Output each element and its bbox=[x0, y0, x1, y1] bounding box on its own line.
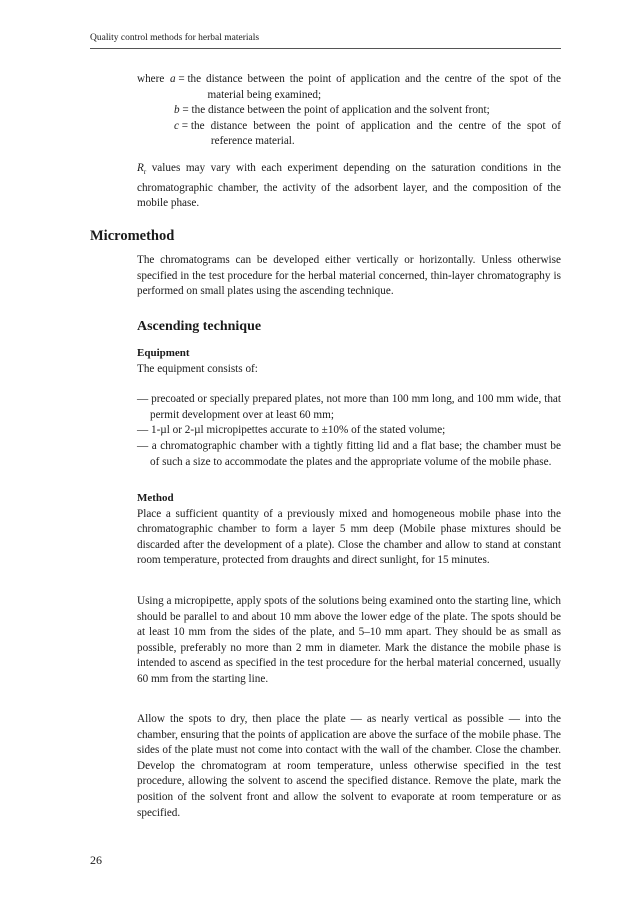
running-title: Quality control methods for herbal materials bbox=[90, 33, 260, 43]
micromethod-heading: Micromethod bbox=[90, 228, 175, 244]
method-paragraph: Allow the spots to dry, then place the plate — as nearly vertical as possible — into the chamber, ensuring that the points of application are above the surface of the mobile phase. The sides of the plate must not come into contact with the wall of the chamber. Close the chamber. Develop the chromatogram at room temperature, unless otherwise specified in the test procedure, allowing the solvent to ascend the specified distance. Remove the plate, mark the position of the solvent front and allow the solvent to evaporate at room temperature or as specified. bbox=[137, 713, 562, 819]
method-paragraph: Place a sufficient quantity of a previously mixed and homogeneous mobile phase into the chromatographic chamber to form a layer 5 mm deep (Mobile phase mixtures should be discarded after the development of a plate). Close the chamber and allow to stand at constant room temperature, protected from draughts and direct sunlight, for 15 minutes. bbox=[137, 507, 561, 567]
variable-c: c bbox=[174, 119, 179, 132]
page-number: 26 bbox=[90, 853, 102, 867]
micromethod-paragraph: The chromatograms can be developed either vertically or horizontally. Unless otherwise specified in the test procedure for the herbal material concerned, thin-layer chromatography is performed on small plates using the ascending technique. bbox=[137, 254, 561, 298]
definition-a-text: the distance between the point of application and the centre of the spot of the material being examined; bbox=[187, 73, 561, 101]
definition-c: c = the distance between the point of application and the centre of the spot of reference material. bbox=[137, 119, 561, 150]
definition-b: b = the distance between the point of application and the solvent front; bbox=[137, 103, 561, 119]
rf-text: values may vary with each experiment depending on the saturation conditions in the chromatographic chamber, the activity of the adsorbent layer, and the composition of the mobile phase. bbox=[137, 162, 561, 210]
where-label: where bbox=[137, 73, 165, 85]
equipment-intro: The equipment consists of: bbox=[137, 362, 258, 375]
definitions-block bbox=[137, 72, 561, 150]
definition-c-text: the distance between the point of application and the centre of the spot of reference material. bbox=[190, 119, 561, 148]
definition-a: where a = the distance between the point of application and the centre of the spot of the material being examined; bbox=[137, 72, 561, 103]
ascending-technique-heading: Ascending technique bbox=[137, 319, 262, 334]
equipment-heading: Equipment bbox=[137, 347, 190, 359]
rf-paragraph bbox=[137, 161, 561, 212]
variable-a: a bbox=[169, 73, 176, 85]
method-heading: Method bbox=[137, 492, 174, 504]
definition-b-text: the distance between the point of application and the solvent front; bbox=[191, 104, 490, 117]
equipment-item: — precoated or specially prepared plates, not more than 100 mm long, and 100 mm wide, that permit development over at least 60 mm; bbox=[137, 393, 561, 421]
method-section bbox=[137, 491, 561, 569]
method-paragraph: Using a micropipette, apply spots of the solutions being examined onto the starting line, which should be parallel to and about 10 mm above the lower edge of the plate. The spots should be at least 10 mm from the sides of the plate, and 5–10 mm apart. They should be as small as possible, preferably no more than 2 mm in diameter. Mark the distance the mobile phase is intended to ascend as specified in the test procedure for the herbal material concerned, usually 60 mm from the starting line. bbox=[137, 595, 561, 685]
variable-b: b bbox=[174, 104, 180, 117]
running-header bbox=[90, 30, 561, 49]
equipment-item: — 1-µl or 2-µl micropipettes accurate to ±10% of the stated volume; bbox=[137, 424, 446, 437]
rf-subscript: r bbox=[143, 168, 147, 177]
equipment-section bbox=[137, 346, 561, 470]
equipment-item: — a chromatographic chamber with a tightly fitting lid and a flat base; the chamber must be of such a size to accommodate the plates and the appropriate volume of the mobile phase. bbox=[137, 439, 561, 468]
rf-symbol: R bbox=[137, 162, 144, 174]
